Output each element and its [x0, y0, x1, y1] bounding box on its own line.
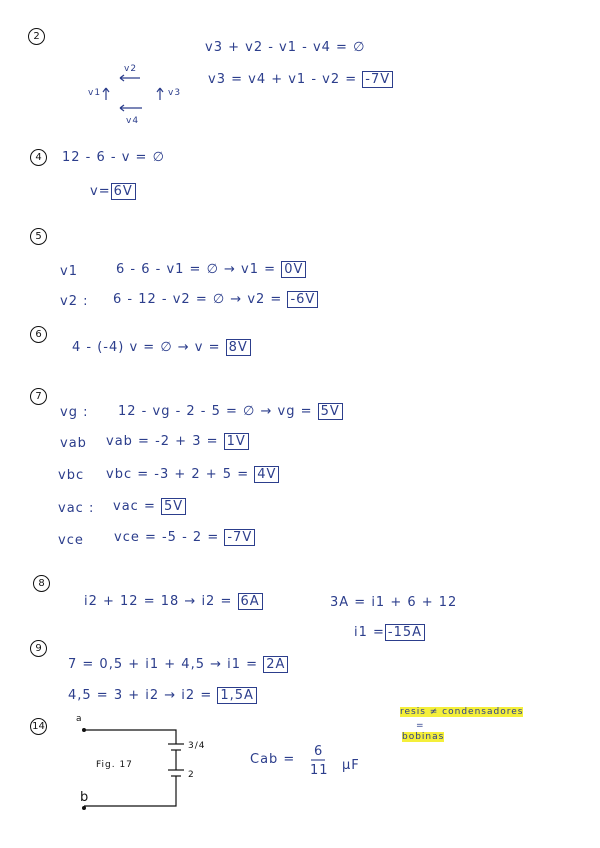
capacitor-value: 3/4 [188, 741, 206, 751]
problem-number: 14 [30, 718, 47, 735]
answer-box: 6V [111, 183, 136, 200]
answer-box: 5V [161, 498, 186, 515]
equation: i2 + 12 = 18 → i2 = 6A [84, 594, 263, 609]
note-highlighted: resis ≠ condensadores [400, 707, 524, 717]
problem-number: 9 [30, 640, 47, 657]
problem-number: 2 [28, 28, 45, 45]
equation: 12 - 6 - v = ∅ [62, 150, 165, 165]
equation: v= 6V [90, 184, 136, 199]
equation: 6 - 12 - v2 = ∅ → v2 = -6V [113, 292, 318, 307]
arrow-v4 [120, 105, 142, 111]
fraction-numerator: 6 [314, 744, 324, 759]
note-symbol: = [416, 721, 425, 731]
problem-number: 5 [30, 228, 47, 245]
answer-box: -7V [224, 529, 255, 546]
answer-box: 1,5A [217, 687, 257, 704]
capacitor-value: 2 [188, 770, 195, 780]
equation: vbc = -3 + 2 + 5 = 4V [106, 467, 279, 482]
row-label: vac : [58, 501, 95, 516]
problem-number: 8 [33, 575, 50, 592]
answer-box: 6A [238, 593, 263, 610]
figure-caption: Fig. 17 [96, 760, 133, 770]
equation: 12 - vg - 2 - 5 = ∅ → vg = 5V [118, 404, 343, 419]
row-label: vg : [60, 405, 89, 420]
answer-box: 4V [254, 466, 279, 483]
node-a-label: a [76, 714, 83, 724]
answer-box: -6V [287, 291, 318, 308]
row-label: vce [58, 533, 84, 548]
answer-box: 0V [281, 261, 306, 278]
equation: 7 = 0,5 + i1 + 4,5 → i1 = 2A [68, 657, 288, 672]
node-b-label: b [80, 790, 90, 805]
row-label: v1 [60, 264, 78, 279]
row-label: v2 : [60, 294, 89, 309]
answer-box: 8V [226, 339, 251, 356]
answer-box: 1V [224, 433, 249, 450]
node-b [82, 806, 86, 810]
fraction-denominator: 11 [310, 763, 329, 778]
answer-box: 2A [263, 656, 288, 673]
arrow-v1 [103, 88, 109, 100]
equation: i1 = -15A [354, 625, 425, 640]
node-a [82, 728, 86, 732]
equation: 4 - (-4) v = ∅ → v = 8V [72, 340, 251, 355]
equation: 6 - 6 - v1 = ∅ → v1 = 0V [116, 262, 306, 277]
label-v2: v2 [124, 64, 138, 74]
answer-box: -15A [385, 624, 425, 641]
equation: 4,5 = 3 + i2 → i2 = 1,5A [68, 688, 257, 703]
equation: 3A = i1 + 6 + 12 [330, 595, 458, 610]
arrow-v3 [157, 88, 163, 100]
row-label: vbc [58, 468, 85, 483]
equation: vac = 5V [113, 499, 186, 514]
problem-number: 6 [30, 326, 47, 343]
problem-number: 7 [30, 388, 47, 405]
problem-number: 4 [30, 149, 47, 166]
equation: Cab = [250, 752, 296, 767]
arrow-v2 [120, 75, 140, 81]
answer-box: 5V [318, 403, 343, 420]
equation: v3 = v4 + v1 - v2 = -7V [208, 72, 393, 87]
label-v1: v1 [88, 88, 102, 98]
equation: vce = -5 - 2 = -7V [114, 530, 255, 545]
unit: μF [342, 758, 360, 773]
note-highlighted: bobinas [402, 732, 445, 742]
equation: v3 + v2 - v1 - v4 = ∅ [205, 40, 366, 55]
row-label: vab [60, 436, 87, 451]
answer-box: -7V [362, 71, 393, 88]
label-v3: v3 [168, 88, 182, 98]
label-v4: v4 [126, 116, 140, 126]
equation: vab = -2 + 3 = 1V [106, 434, 249, 449]
